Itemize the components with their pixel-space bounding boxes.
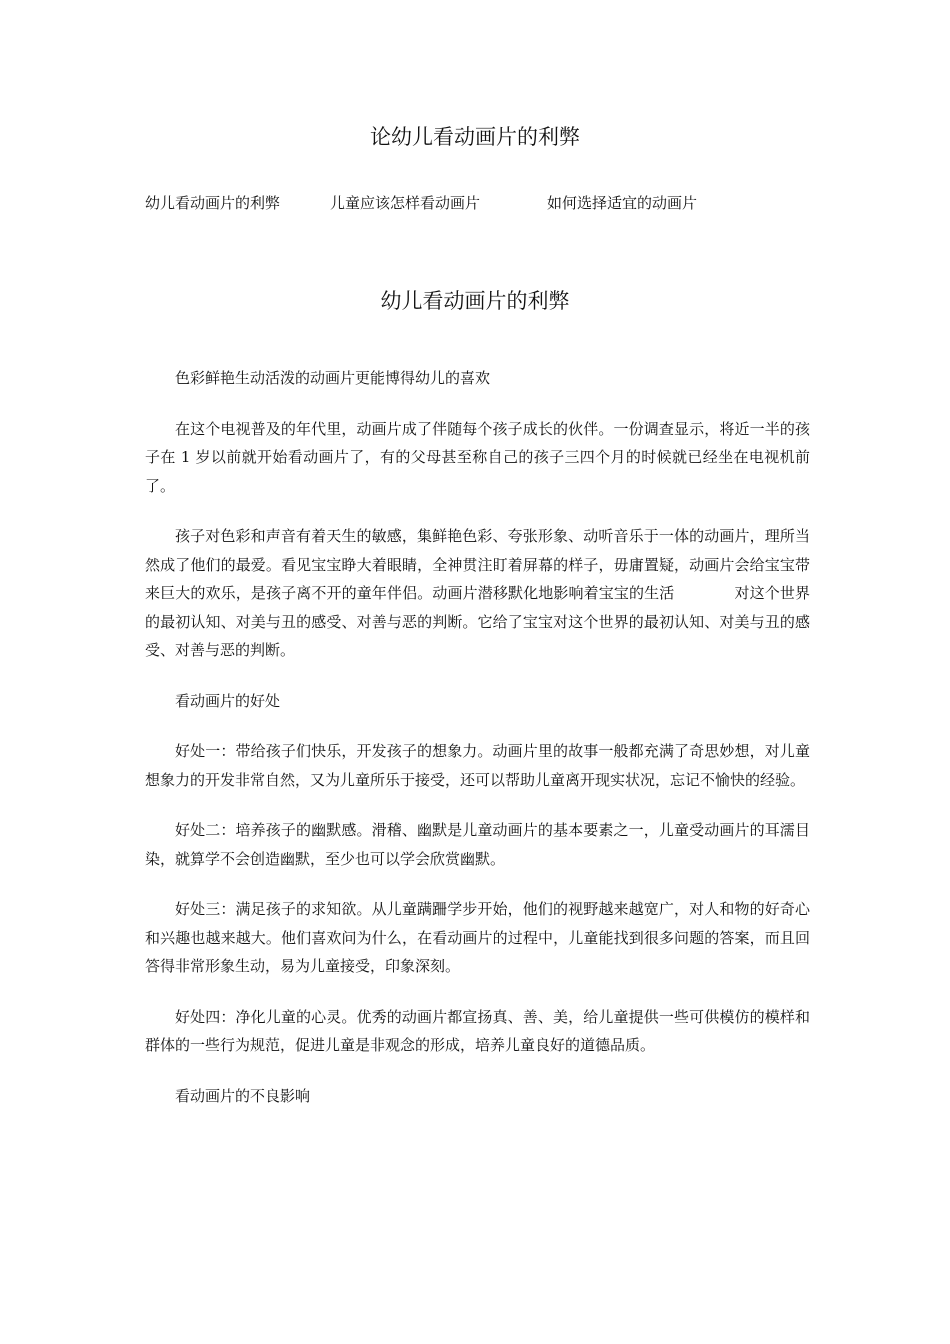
paragraph-benefit-3: 好处三：满足孩子的求知欲。从儿童蹒跚学步开始，他们的视野越来越宽广，对人和物的好奇心和兴趣也越来越大。他们喜欢问为什么，在看动画片的过程中，儿童能找到很多问题的答案，而且回答得非常形象生动，易为儿童接受，印象深刻。 [145, 900, 810, 975]
article-body [145, 364, 810, 1132]
paragraph-color-sound-part1: 孩子对色彩和声音有着天生的敏感，集鲜艳色彩、夸张形象、动听音乐于一体的动画片，理所当然成了他们的最爱。看见宝宝睁大着眼睛，全神贯注盯着屏幕的样子，毋庸置疑，动画片会给宝宝带来巨大的欢乐，是孩子离不开的童年伴侣。动画片潜移默化地影响着宝宝的生活 [145, 527, 810, 602]
heading-benefits: 看动画片的好处 [175, 691, 281, 710]
subheading-intro: 色彩鲜艳生动活泼的动画片更能博得幼儿的喜欢 [175, 369, 491, 387]
paragraph-benefit-2: 好处二：培养孩子的幽默感。滑稽、幽默是儿童动画片的基本要素之一，儿童受动画片的耳濡目染，就算学不会创造幽默，至少也可以学会欣赏幽默。 [145, 821, 810, 868]
toc-link-how-to-watch[interactable]: 儿童应该怎样看动画片 [330, 194, 481, 212]
document-title: 论幼儿看动画片的利弊 [370, 125, 580, 149]
paragraph-tv-era: 在这个电视普及的年代里，动画片成了伴随每个孩子成长的伙伴。一份调查显示，将近一半的孩子在 1 岁以前就开始看动画片了，有的父母甚至称自己的孩子三四个月的时候就已经坐在电视机前了。 [145, 419, 810, 495]
paragraph-color-sound [145, 522, 810, 665]
heading-drawbacks: 看动画片的不良影响 [175, 1086, 311, 1105]
section-title: 幼儿看动画片的利弊 [380, 289, 570, 313]
paragraph-benefit-1: 好处一：带给孩子们快乐，开发孩子的想象力。动画片里的故事一般都充满了奇思妙想，对儿童想象力的开发非常自然，又为儿童所乐于接受，还可以帮助儿童离开现实状况，忘记不愉快的经验。 [145, 742, 810, 789]
paragraph-benefit-4: 好处四：净化儿童的心灵。优秀的动画片都宣扬真、善、美，给儿童提供一些可供模仿的模样和群体的一些行为规范，促进儿童是非观念的形成，培养儿童良好的道德品质。 [145, 1007, 810, 1054]
paragraph-color-sound-part2: 对这个世界的最初认知、对美与丑的感受、对善与恶的判断。它给了宝宝对这个世界的最初认知、对美与丑的感受、对善与恶的判断。 [145, 584, 810, 659]
toc-link-pros-cons[interactable]: 幼儿看动画片的利弊 [145, 194, 281, 212]
table-of-contents [145, 190, 825, 216]
toc-link-how-to-choose[interactable]: 如何选择适宜的动画片 [547, 194, 698, 212]
